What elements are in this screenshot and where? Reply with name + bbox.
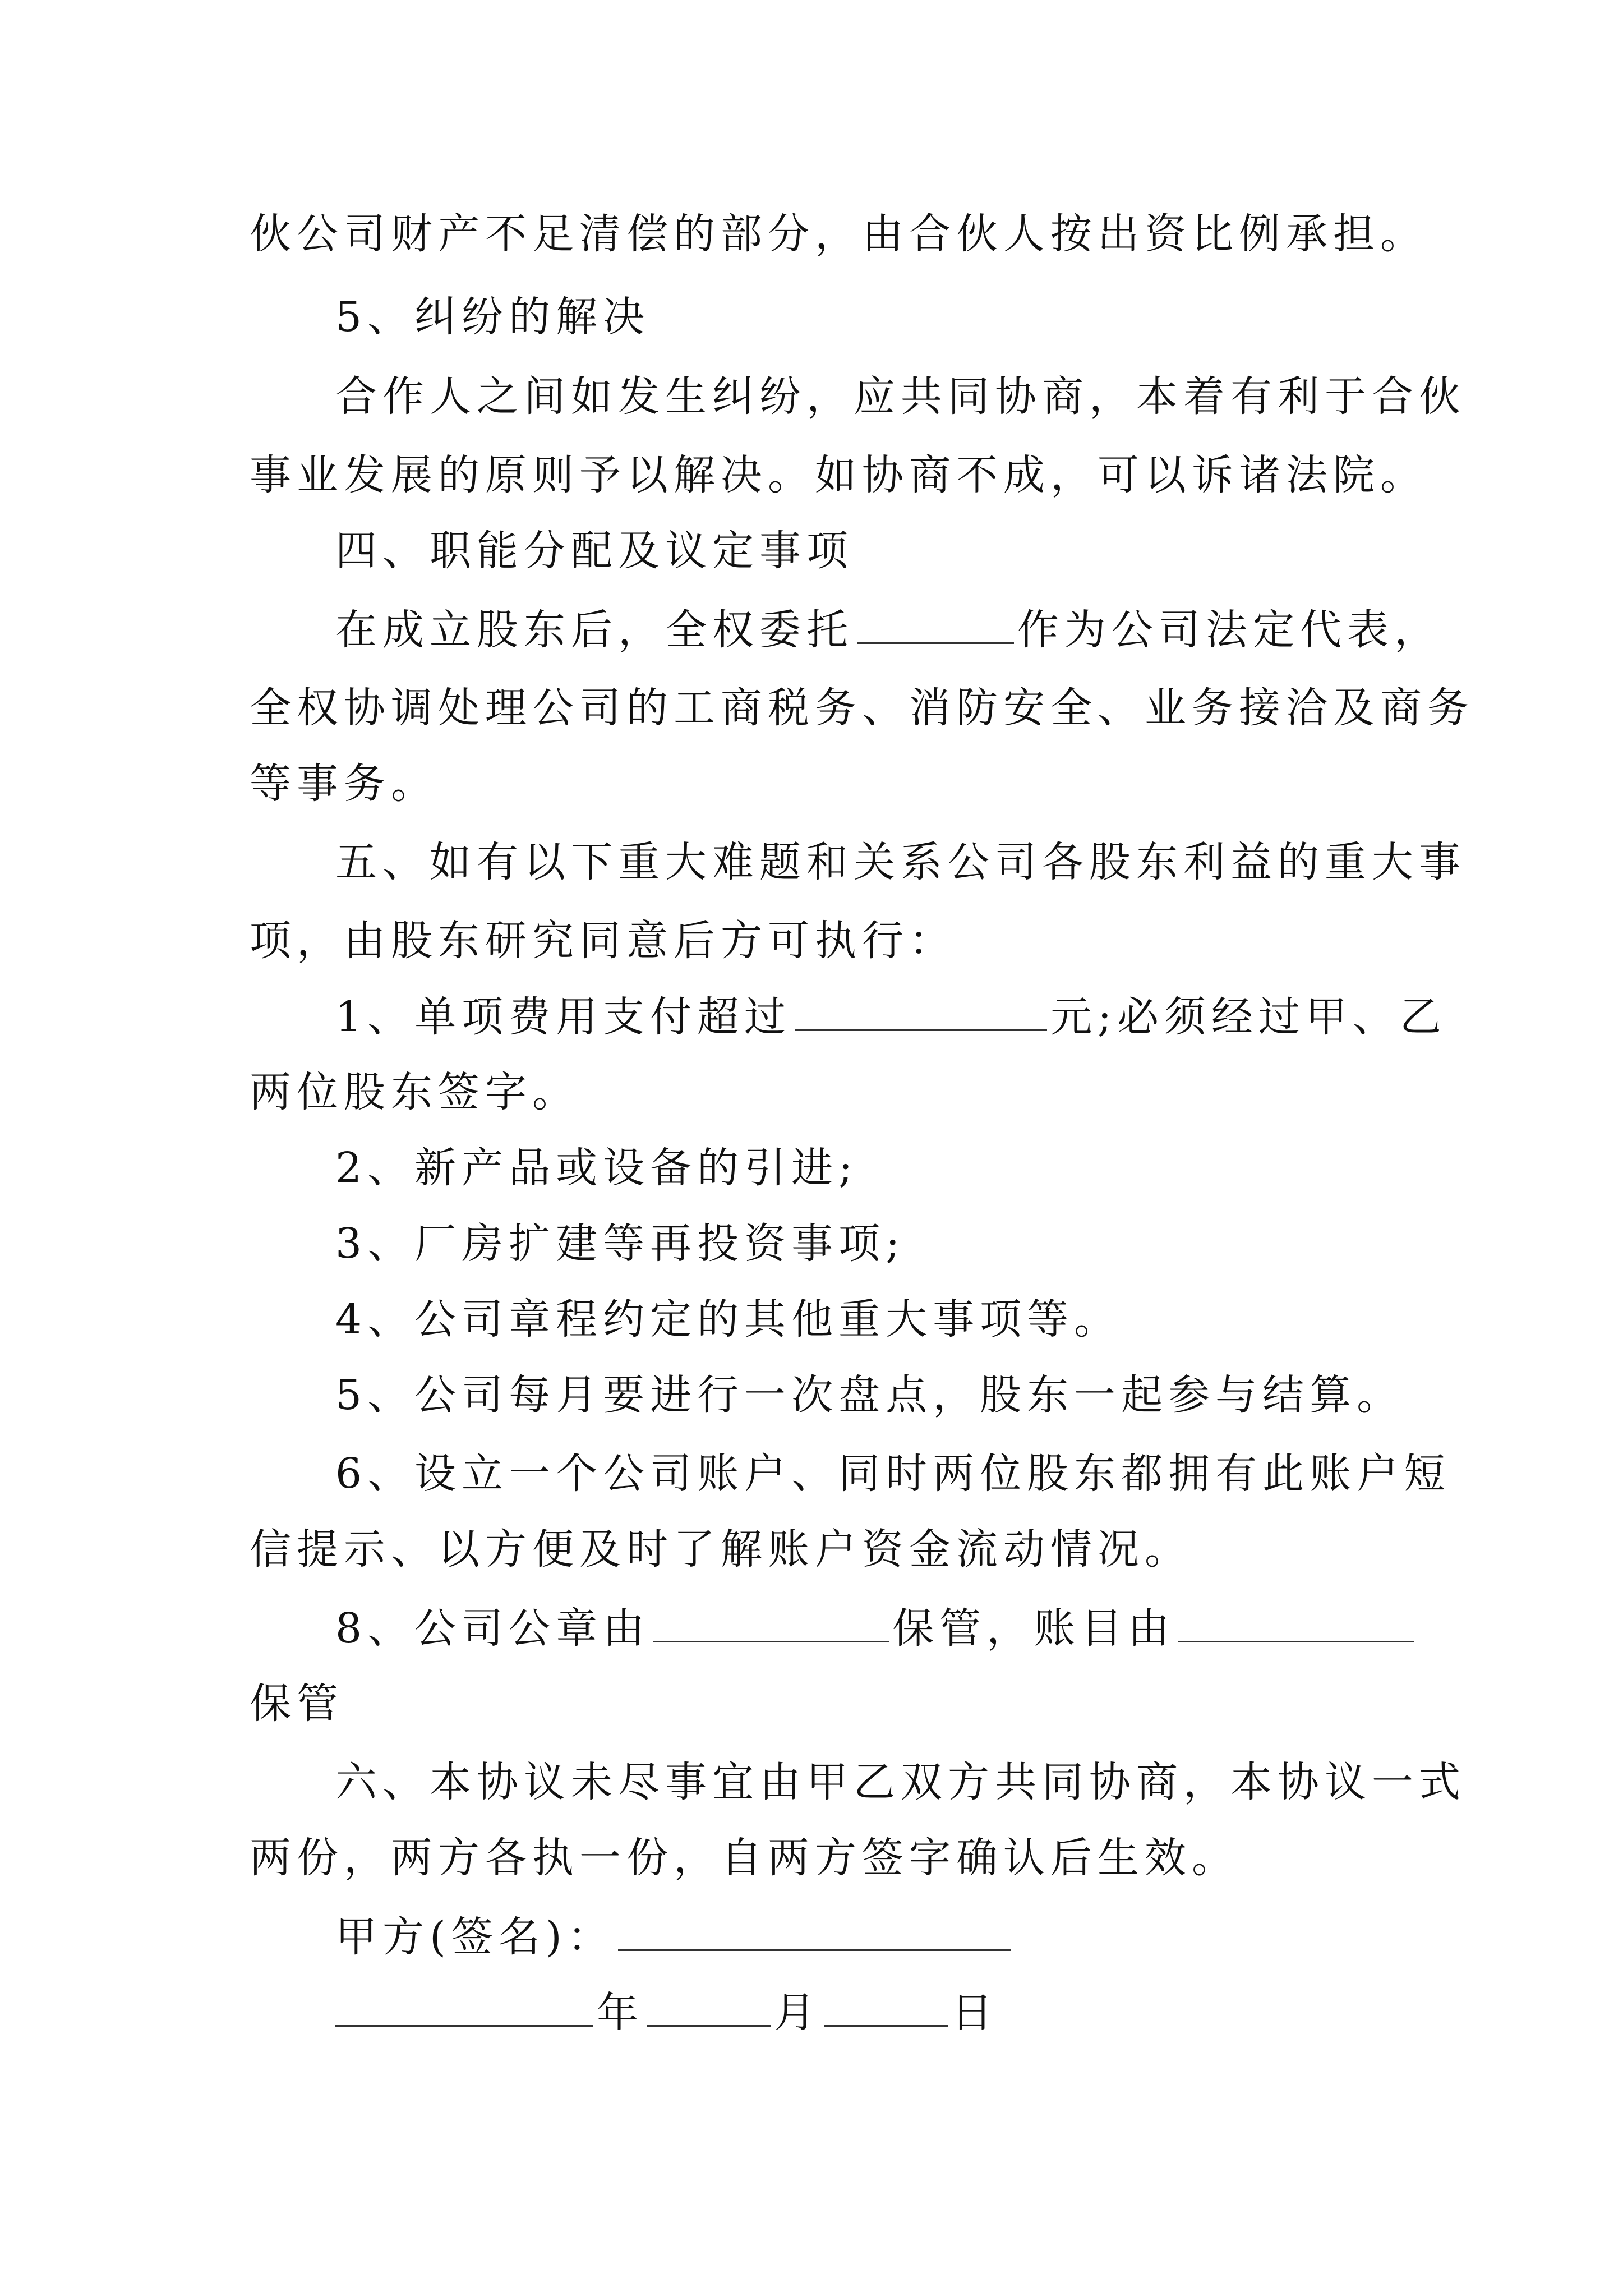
list-item <box>335 1450 1451 1498</box>
text: 8、公司公章由 <box>335 1604 651 1653</box>
paragraph-line <box>335 372 1466 421</box>
section-heading <box>335 293 651 341</box>
text: 3、厂房扩建等再投资事项; <box>335 1220 906 1268</box>
text: 5、纠纷的解决 <box>335 293 651 341</box>
signature-blank[interactable] <box>618 1916 1011 1951</box>
text: 伙公司财产不足清偿的部分，由合伙人按出资比例承担。 <box>250 210 1427 258</box>
text: 等事务。 <box>250 760 438 808</box>
text: 在成立股东后，全权委托 <box>335 606 854 654</box>
text: 合作人之间如发生纠纷，应共同协商，本着有利于合伙 <box>335 372 1466 421</box>
text: 4、公司章程约定的其他重大事项等。 <box>335 1295 1122 1343</box>
paragraph-line <box>250 1834 1239 1882</box>
text: 6、设立一个公司账户、同时两位股东都拥有此账户短 <box>335 1450 1451 1498</box>
section-heading <box>335 527 854 575</box>
paragraph-line <box>250 451 1427 499</box>
text: 事业发展的原则予以解决。如协商不成，可以诉诸法院。 <box>250 451 1427 499</box>
list-item <box>335 1220 906 1268</box>
text: 甲方(签名)： <box>335 1913 615 1961</box>
signature-line <box>335 1913 1014 1961</box>
amount-blank[interactable] <box>795 996 1047 1031</box>
day-blank[interactable] <box>824 1991 948 2027</box>
text: 元;必须经过甲、乙 <box>1050 993 1447 1041</box>
text: 2、新产品或设备的引进; <box>335 1144 859 1192</box>
list-item <box>335 1295 1122 1343</box>
year-label: 年 <box>597 1989 644 2037</box>
month-label: 月 <box>774 1989 821 2037</box>
date-line <box>335 1989 998 2037</box>
month-blank[interactable] <box>647 1991 771 2027</box>
paragraph-line <box>250 917 956 965</box>
paragraph-line <box>250 760 438 808</box>
day-label: 日 <box>951 1989 998 2037</box>
list-item <box>335 1144 859 1192</box>
paragraph-line <box>335 993 1447 1041</box>
text: 全权协调处理公司的工商税务、消防安全、业务接洽及商务 <box>250 684 1474 732</box>
paragraph-line <box>335 838 1466 886</box>
paragraph-line <box>250 1068 579 1116</box>
text: 六、本协议未尽事宜由甲乙双方共同协商，本协议一式 <box>335 1758 1466 1806</box>
year-blank[interactable] <box>335 1991 593 2027</box>
text: 作为公司法定代表， <box>1017 606 1441 654</box>
paragraph-line <box>335 606 1441 654</box>
list-item <box>335 1371 1404 1419</box>
paragraph-line <box>250 210 1427 258</box>
text: 1、单项费用支付超过 <box>335 993 792 1041</box>
text: 五、如有以下重大难题和关系公司各股东利益的重大事 <box>335 838 1466 886</box>
paragraph-line <box>250 1525 1192 1573</box>
text: 两位股东签字。 <box>250 1068 579 1116</box>
text: 四、职能分配及议定事项 <box>335 527 854 575</box>
text: 保管 <box>250 1680 344 1728</box>
paragraph-line <box>335 1758 1466 1806</box>
representative-blank[interactable] <box>857 609 1014 644</box>
accounts-keeper-blank[interactable] <box>1178 1607 1414 1642</box>
text: 信提示、以方便及时了解账户资金流动情况。 <box>250 1525 1192 1573</box>
text: 两份，两方各执一份，自两方签字确认后生效。 <box>250 1834 1239 1882</box>
list-item <box>335 1604 1417 1653</box>
seal-keeper-blank[interactable] <box>653 1607 889 1642</box>
text: 5、公司每月要进行一次盘点，股东一起参与结算。 <box>335 1371 1404 1419</box>
text: 项，由股东研究同意后方可执行： <box>250 917 956 965</box>
paragraph-line <box>250 684 1474 732</box>
text: 保管，账目由 <box>892 1604 1175 1653</box>
paragraph-line <box>250 1680 344 1728</box>
